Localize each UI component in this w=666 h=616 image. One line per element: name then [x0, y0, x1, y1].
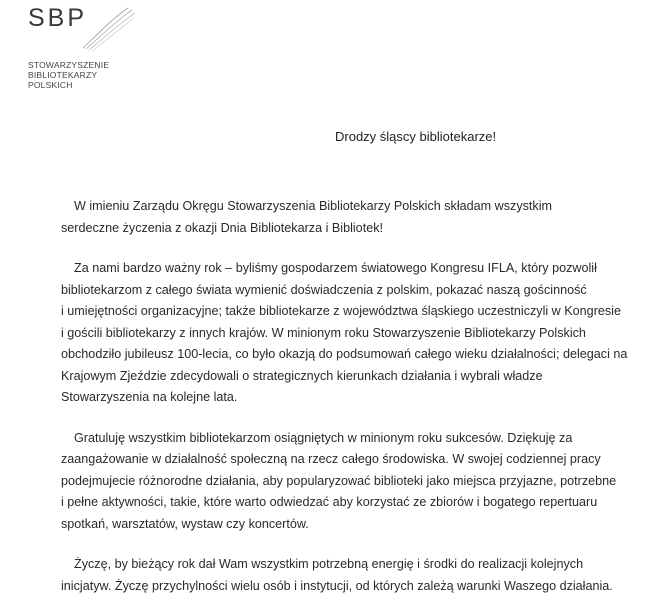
- text-line: Za nami bardzo ważny rok – byliśmy gospodarzem światowego Kongresu IFLA, który pozwolił: [74, 261, 597, 275]
- letter-greeting: Drodzy śląscy bibliotekarze!: [335, 129, 497, 144]
- text-line: Życzę, by bieżący rok dał Wam wszystkim potrzebną energię i środki do realizacji kolejnych: [74, 557, 584, 571]
- text-line: zaangażowanie w działalność społeczną na rzecz całego środowiska. W swojej codziennej pracy: [61, 452, 601, 466]
- sbp-logo: [28, 4, 148, 104]
- text-line: Stowarzyszenia na kolejne lata.: [61, 390, 238, 404]
- paragraph-closing-wishes: [61, 554, 641, 597]
- text-line: i umiejętności organizacyjne; także bibliotekarze z województwa śląskiego uczestniczyli w Kongresie: [61, 304, 621, 318]
- text-line: Gratuluję wszystkim bibliotekarzom osiągniętych w minionym roku sukcesów. Dziękuję za: [74, 430, 573, 445]
- letter-body: [61, 196, 641, 616]
- paragraph-congratulations: [61, 428, 641, 536]
- paragraph-ifla-year: [61, 258, 641, 409]
- text-line: i gościli bibliotekarzy z innych krajów. W minionym roku Stowarzyszenie Bibliotekarzy Polskich: [61, 325, 586, 340]
- organization-name-line: BIBLIOTEKARZY: [28, 70, 98, 80]
- text-line: bibliotekarzom z całego świata wymienić doświadczenia z polskim, pokazać naszą gościnność: [61, 282, 587, 297]
- text-line: W imieniu Zarządu Okręgu Stowarzyszenia Bibliotekarzy Polskich składam wszystkim: [74, 199, 553, 213]
- text-line: i pełne aktywności, takie, które warto odwiedzać aby korzystać ze zbiorów i bogatego repertuaru: [61, 495, 598, 509]
- text-line: spotkań, warsztatów, wystaw czy koncertów.: [61, 516, 309, 531]
- logo-wordmark: SBP: [28, 4, 88, 32]
- text-line: serdeczne życzenia z okazji Dnia Bibliotekarza i Bibliotek!: [61, 220, 383, 235]
- organization-name-line: STOWARZYSZENIE: [28, 60, 110, 70]
- text-line: obchodziło jubileusz 100-lecia, co było okazją do podsumowań całego wieku działalności; delegaci na: [61, 347, 628, 361]
- paragraph-wishes: [61, 196, 641, 239]
- text-line: Krajowym Zjeździe zdecydowali o strategicznych kierunkach działania i wybrali władze: [61, 368, 543, 383]
- text-line: podejmujecie różnorodne działania, aby popularyzować biblioteki jako miejsca przyjazne, potrzebne: [61, 473, 617, 488]
- organization-name-line: POLSKICH: [28, 80, 73, 90]
- text-line: inicjatyw. Życzę przychylności wielu osób i instytucji, od których zależą warunki Waszego działania.: [61, 578, 613, 593]
- organization-name: [28, 60, 109, 90]
